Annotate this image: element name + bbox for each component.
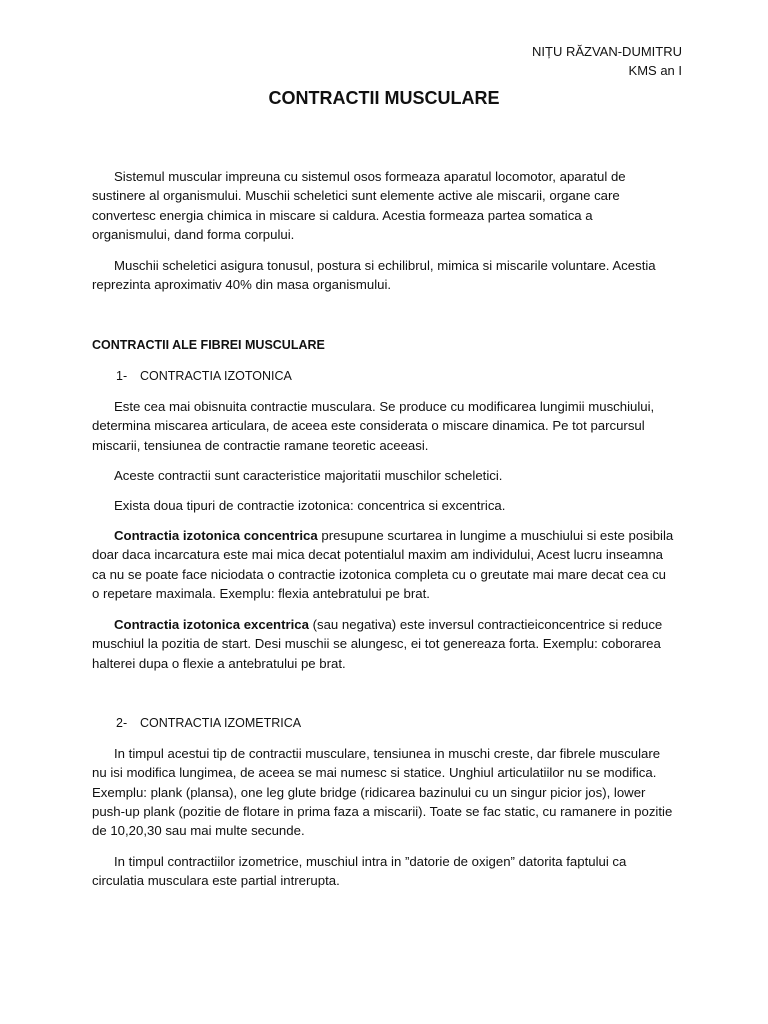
izometrica-paragraph-1: In timpul acestui tip de contractii musculare, tensiunea in muschi creste, dar fibrele musculare nu isi modifica lungimea, de aceea se mai numesc si statice. Unghiul articulatiilor nu se modifica. Exemplu: plank (plansa), one leg glute bridge (ridicarea bazinului cu un singur picior jos), lower push-up plank (pozitie de flotare in prima faza a miscarii). Toate se fac static, cu ramanere in pozitie de 10,20,30 sau mai multe secunde. bbox=[92, 746, 673, 839]
concentrica-term: Contractia izotonica concentrica bbox=[114, 528, 318, 543]
izotonica-paragraph-3: Exista doua tipuri de contractie izotonica: concentrica si excentrica. bbox=[114, 498, 506, 513]
subsection-heading-1 bbox=[116, 367, 292, 386]
document-title: CONTRACTII MUSCULARE bbox=[268, 88, 500, 108]
intro-paragraph-2: Muschii scheletici asigura tonusul, postura si echilibrul, mimica si miscarile voluntare. Acestia reprezinta aproximativ 40% din masa organismului. bbox=[92, 258, 656, 293]
subsection-title: CONTRACTIA IZOTONICA bbox=[140, 369, 292, 383]
section-heading: CONTRACTII ALE FIBREI MUSCULARE bbox=[92, 338, 325, 352]
author-group: KMS an I bbox=[628, 63, 682, 78]
izotonica-excentrica-paragraph: Contractia izotonica excentrica (sau negativa) este inversul contractieiconcentrice si reduce muschiul la pozitia de start. Desi muschii se alungesc, ei tot genereaza forta. Exemplu: coborarea halterei dupa o flexie a antebratului pe brat. bbox=[92, 617, 663, 671]
author-name: NIȚU RĂZVAN-DUMITRU bbox=[532, 44, 682, 59]
izometrica-paragraph-2: In timpul contractiilor izometrice, muschiul intra in ”datorie de oxigen” datorita faptului ca circulatia musculara este partial intrerupta. bbox=[92, 854, 627, 889]
izotonica-paragraph-2: Aceste contractii sunt caracteristice majoritatii muschilor scheletici. bbox=[114, 468, 503, 483]
subsection-title: CONTRACTIA IZOMETRICA bbox=[140, 716, 302, 730]
author-header bbox=[532, 42, 682, 80]
subsection-number: 2- bbox=[116, 716, 128, 730]
subsection-heading-2 bbox=[116, 714, 301, 733]
excentrica-term: Contractia izotonica excentrica bbox=[114, 617, 309, 632]
izotonica-concentrica-paragraph: Contractia izotonica concentrica presupune scurtarea in lungime a muschiului si este posibila doar daca incarcatura este mai mica decat potentialul maxim am individului, Acest lucru inseamna ca nu se poate face niciodata o contractie izotonica completa cu o greutate mai mare decat cea cu o repetare maximala. Exemplu: flexia antebratului pe brat. bbox=[92, 528, 674, 601]
intro-paragraph-1: Sistemul muscular impreuna cu sistemul osos formeaza aparatul locomotor, aparatul de sustinere al organismului. Muschii scheletici sunt elemente active ale miscarii, organe care convertesc energia chimica in miscare si caldura. Acestia formeaza partea somatica a organismului, dand forma corpului. bbox=[92, 169, 626, 242]
subsection-number: 1- bbox=[116, 369, 128, 383]
izotonica-paragraph-1: Este cea mai obisnuita contractie musculara. Se produce cu modificarea lungimii muschiului, determina miscarea articulara, de aceea este considerata o miscare dinamica. Pe tot parcursul miscarii, tensiunea de contractie ramane teoretic aceeasi. bbox=[92, 399, 655, 453]
